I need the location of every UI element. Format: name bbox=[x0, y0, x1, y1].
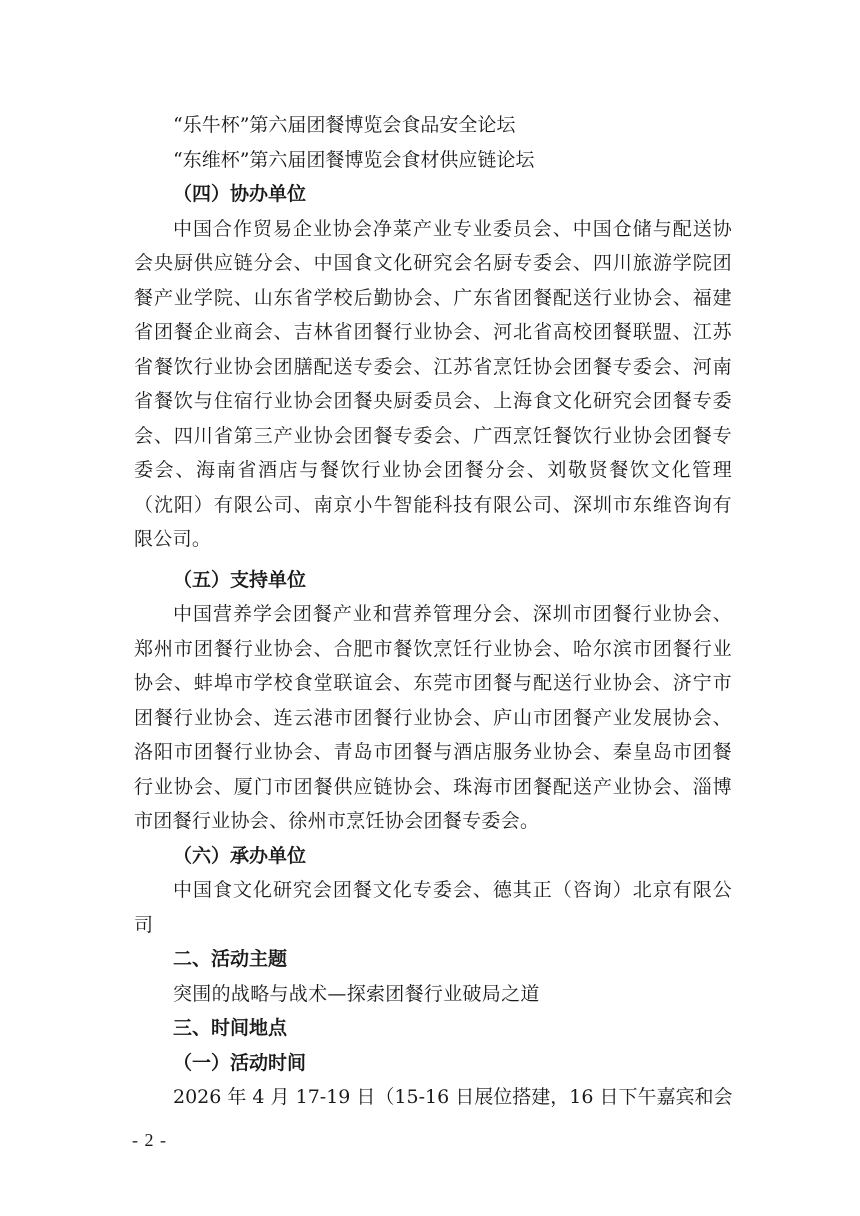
heading-co-organizers: （四）协办单位 bbox=[173, 183, 307, 205]
forum-line-food-safety: “乐牛杯”第六届团餐博览会食品安全论坛 bbox=[173, 114, 516, 136]
paragraph-event-time: 2026 年 4 月 17-19 日（15-16 日展位搭建，16 日下午嘉宾和会 bbox=[173, 1086, 733, 1108]
heading-theme: 二、活动主题 bbox=[173, 948, 288, 970]
paragraph-organizers: 中国食文化研究会团餐文化专委会、德其正（咨询）北京有限公司 bbox=[134, 879, 732, 936]
paragraph-theme: 突围的战略与战术—探索团餐行业破局之道 bbox=[173, 982, 540, 1005]
paragraph-co-organizers: 中国合作贸易企业协会净菜产业专业委员会、中国仓储与配送协会央厨供应链分会、中国食文化研究会名厨专委会、四川旅游学院团餐产业学院、山东省学校后勤协会、广东省团餐配送行业协会、福建省团餐企业商会、吉林省团餐行业协会、河北省高校团餐联盟、江苏省餐饮行业协会团膳配送专委会、江苏省烹饪协会团餐专委会、河南省餐饮与住宿行业协会团餐央厨委员会、上海食文化研究会团餐专委会、四川省第三产业协会团餐专委会、广西烹饪餐饮行业协会团餐专委会、海南省酒店与餐饮行业协会团餐分会、刘敬贤餐饮文化管理（沈阳）有限公司、南京小牛智能科技有限公司、深圳市东维咨询有限公司。 bbox=[134, 217, 732, 550]
heading-organizers: （六）承办单位 bbox=[173, 844, 307, 867]
paragraph-supporters: 中国营养学会团餐产业和营养管理分会、深圳市团餐行业协会、郑州市团餐行业协会、合肥市餐饮烹饪行业协会、哈尔滨市团餐行业协会、蚌埠市学校食堂联谊会、东莞市团餐与配送行业协会、济宁市团餐行业协会、连云港市团餐行业协会、庐山市团餐产业发展协会、洛阳市团餐行业协会、青岛市团餐与酒店服务业协会、秦皇岛市团餐行业协会、厦门市团餐供应链协会、珠海市团餐配送产业协会、淄博市团餐行业协会、徐州市烹饪协会团餐专委会。 bbox=[134, 603, 732, 832]
forum-line-supply-chain: “东维杯”第六届团餐博览会食材供应链论坛 bbox=[173, 148, 535, 171]
page-number: - 2 - bbox=[132, 1130, 167, 1150]
subheading-event-time: （一）活动时间 bbox=[173, 1051, 307, 1074]
document-content bbox=[134, 108, 732, 1115]
heading-supporters: （五）支持单位 bbox=[173, 568, 307, 591]
heading-time-place: 三、时间地点 bbox=[173, 1017, 288, 1039]
